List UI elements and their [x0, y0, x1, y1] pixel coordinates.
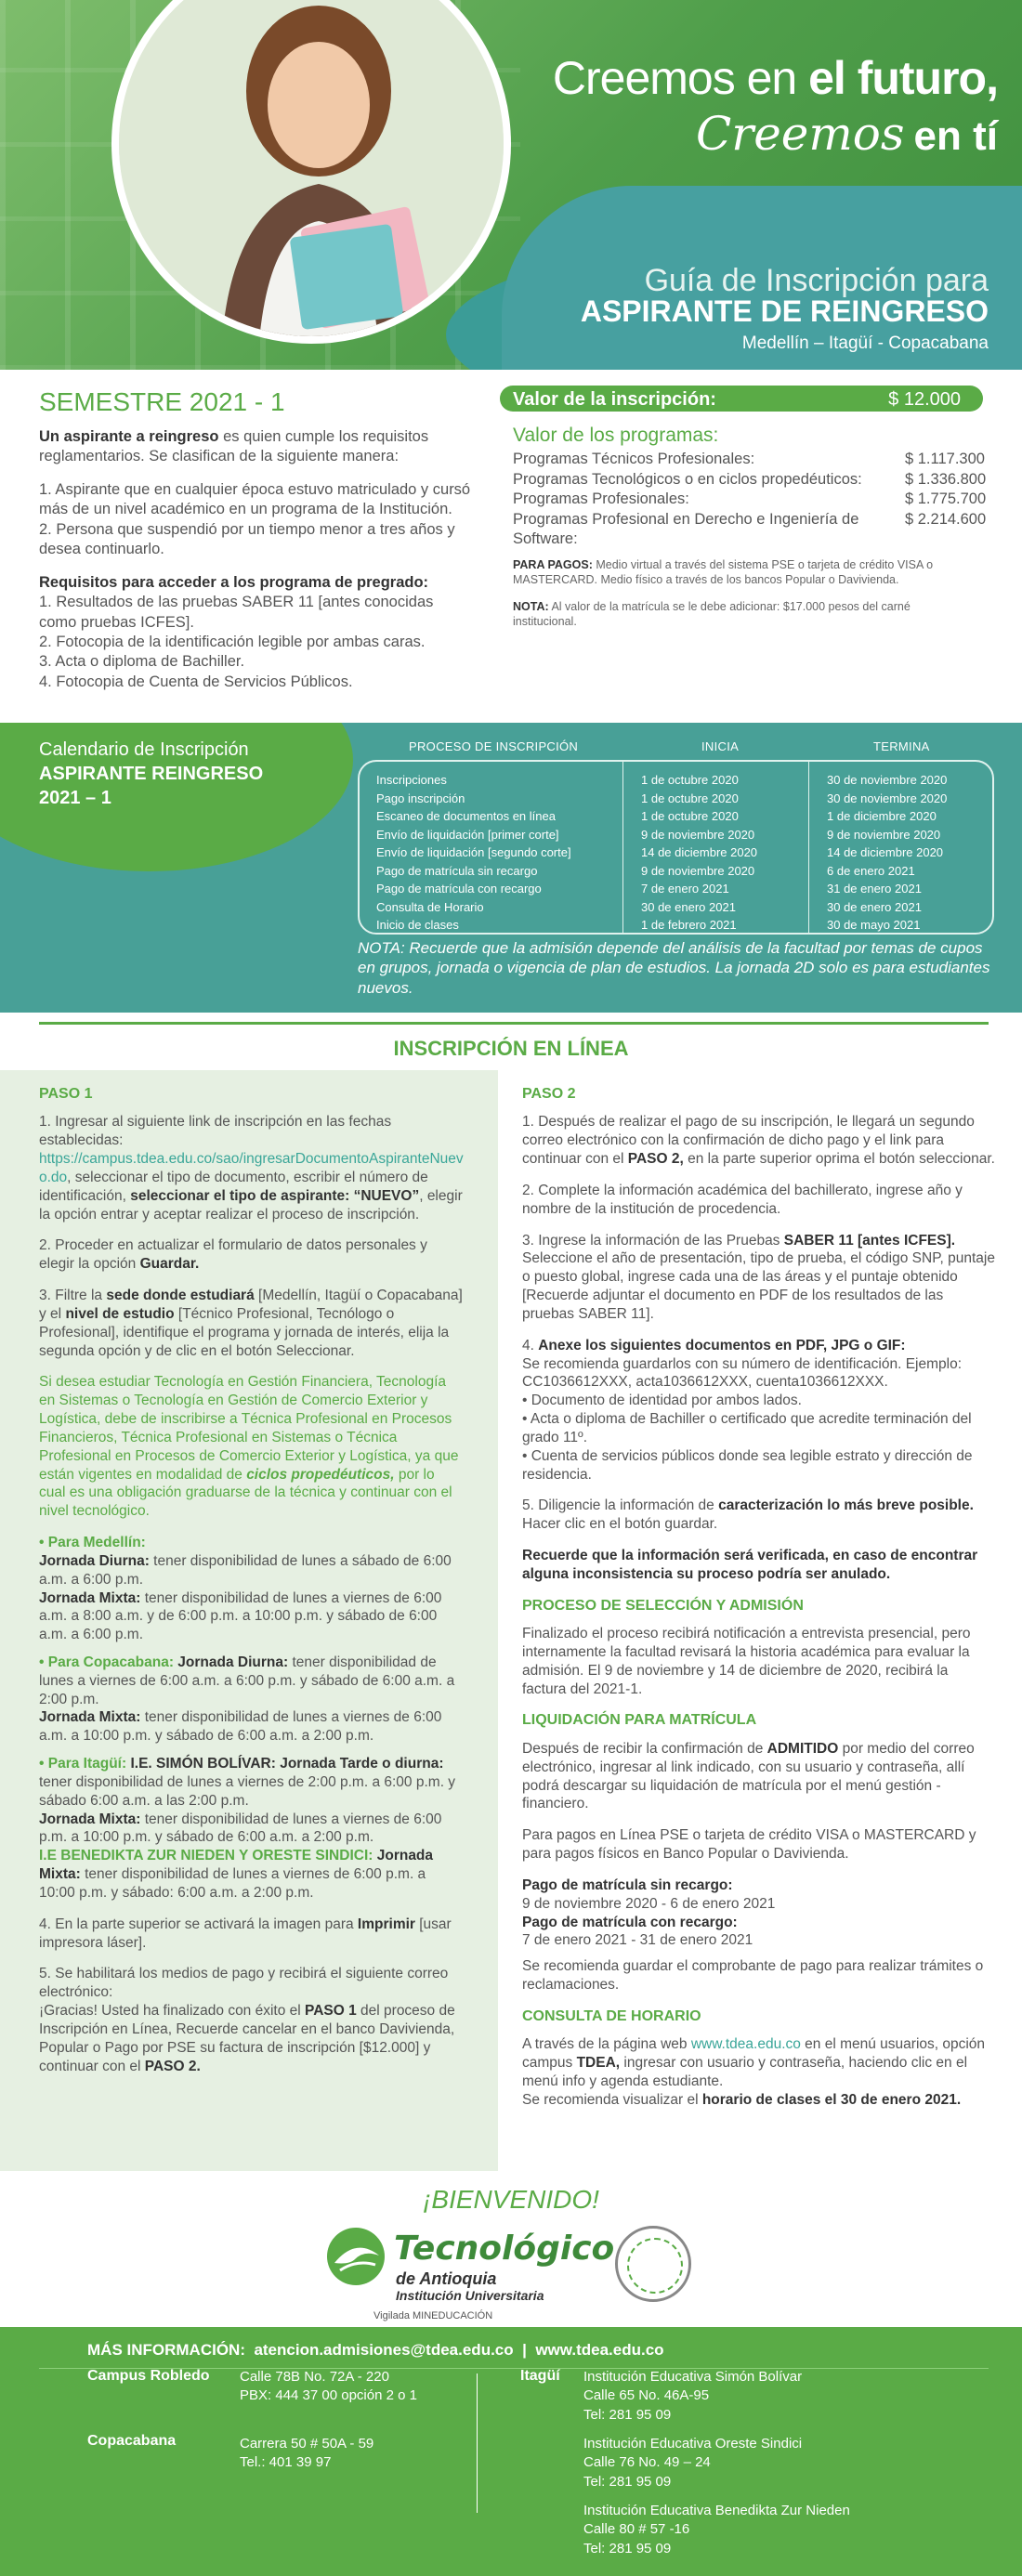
propedeutic-note: Si desea estudiar Tecnología en Gestión Financiera, Tecnología en Sistemas o Tecnología en Gestión de Comercio Exterior y Logística, debe de inscribirse a Técnica Profesional en Procesos Financieros, Técnica Profesional en Sistemas o Técnica Profesional en Procesos de Comercio Exterior y Logística, ya que están vigentes en modalidad de ciclos propedéuticos, por lo cual es una obligación graduarse de la técnica y continuar con el nivel tecnológico.	[39, 1374, 459, 1520]
calendar-cell: 1 de octubre 2020	[641, 809, 739, 823]
requirement-item: 4. Fotocopia de Cuenta de Servicios Públicos.	[39, 673, 353, 690]
guide-cities: Medellín – Itagüí - Copacabana	[741, 333, 989, 353]
calendar-cell: 30 de enero 2021	[827, 899, 922, 914]
calendar-cell: Pago de matrícula sin recargo	[376, 863, 538, 878]
semester-description: Un aspirante a reingreso es quien cumple los requisitos reglamentarios. Se clasifican de la siguiente manera: 1. Aspirante que en cualquier época estuvo matriculado y cursó más de un nivel académico en un programa de la Institución. 2. Persona que suspendió por un tiempo menor a tres años y desea continuarlo. Requisitos para acceder a los programa de pregrado: 1. Resultados de las pruebas SABER 11 [antes conocidas como pruebas ICFES]. 2. Fotocopia de la identificación legible por ambas caras. 3. Acta o diploma de Bachiller. 4. Fotocopia de Cuenta de Servicios Públicos.	[39, 427, 474, 692]
requirement-item: 1. Resultados de las pruebas SABER 11 [antes conocidas como pruebas ICFES].	[39, 594, 434, 631]
program-price-row: Programas Profesionales: $ 1.775.700	[513, 490, 987, 508]
calendar-cell: 1 de febrero 2021	[641, 918, 737, 932]
applicant-type-1: 1. Aspirante que en cualquier época estuvo matriculado y cursó más de un nivel académico en un programa de la Institución.	[39, 480, 471, 518]
calendar-cell: Pago de matrícula con recargo	[376, 882, 542, 896]
calendar-cell: 9 de noviembre 2020	[827, 827, 941, 842]
enrollment-title: LIQUIDACIÓN PARA MATRÍCULA	[522, 1712, 757, 1729]
logo-text: Tecnológico	[394, 2229, 615, 2268]
calendar-cell: 1 de octubre 2020	[641, 773, 739, 787]
logo-text: de Antioquia	[396, 2269, 497, 2288]
campus-copacabana-info: Carrera 50 # 50A - 59 Tel.: 401 39 97	[240, 2436, 374, 2471]
calendar-cell: 1 de diciembre 2020	[827, 809, 937, 823]
calendar-cell: 14 de diciembre 2020	[827, 845, 944, 859]
campus-itagui-sede: Institución Educativa Simón Bolívar Calle 65 No. 46A-95 Tel: 281 95 09	[583, 2369, 803, 2423]
document-item: • Documento de identidad por ambos lados.	[522, 1393, 802, 1409]
campus-robledo-label: Campus Robledo	[87, 2368, 210, 2384]
calendar-cell: 6 de enero 2021	[827, 863, 915, 878]
calendar-divider	[622, 760, 623, 935]
document-item: • Acta o diploma de Bachiller o certificado que acredite terminación del grado 11º.	[522, 1411, 972, 1445]
accreditation-seal-icon	[615, 2226, 691, 2302]
logo-text: Institución Universitaria	[396, 2288, 544, 2303]
calendar-end-column	[827, 771, 947, 935]
institution-logo	[327, 2228, 634, 2321]
calendar-cell: 30 de enero 2021	[641, 899, 736, 914]
calendar-header-process: PROCESO DE INSCRIPCIÓN	[409, 739, 579, 753]
guide-subtitle: ASPIRANTE DE REINGRESO	[580, 294, 989, 328]
requirements-title: Requisitos para acceder a los programa de pregrado:	[39, 573, 429, 591]
requirements-list	[39, 593, 474, 692]
hero-banner	[0, 0, 1022, 370]
calendar-cell: Inicio de clases	[376, 918, 459, 932]
calendar-cell: Envío de liquidación [primer corte]	[376, 827, 559, 842]
program-price-row: Programas Profesional en Derecho e Ingeniería de Software: $ 2.214.600	[513, 510, 987, 548]
calendar-cell: 1 de octubre 2020	[641, 791, 739, 805]
calendar-section	[0, 723, 1022, 1013]
campus-copacabana-label: Copacabana	[87, 2433, 177, 2449]
program-prices-title: Valor de los programas:	[513, 425, 719, 446]
calendar-cell: 9 de noviembre 2020	[641, 863, 755, 878]
calendar-cell: 30 de noviembre 2020	[827, 773, 948, 787]
guide-title: Guía de Inscripción para	[644, 263, 989, 298]
more-info: MÁS INFORMACIÓN: atencion.admisiones@tdea.edu.co | www.tdea.edu.co	[87, 2341, 664, 2359]
calendar-header-start: INICIA	[701, 739, 740, 753]
footer-vertical-divider	[477, 2373, 478, 2513]
step2-title: PASO 2	[522, 1086, 576, 1102]
logo-emblem-icon	[327, 2228, 385, 2285]
calendar-cell: Escaneo de documentos en línea	[376, 809, 556, 823]
calendar-cell: 31 de enero 2021	[827, 882, 922, 896]
vigilada-text: Vigilada MINEDUCACIÓN	[373, 2310, 493, 2321]
calendar-cell: Inscripciones	[376, 773, 447, 787]
calendar-title: Calendario de Inscripción ASPIRANTE REINGRESO 2021 – 1	[39, 739, 264, 808]
semester-title: SEMESTRE 2021 - 1	[39, 387, 285, 416]
online-registration-title: INSCRIPCIÓN EN LÍNEA	[393, 1037, 629, 1060]
calendar-header-end: TERMINA	[873, 739, 930, 753]
applicant-type-2: 2. Persona que suspendió por un tiempo menor a tres años y desea continuarlo.	[39, 520, 455, 558]
requirement-item: 2. Fotocopia de la identificación legible por ambas caras.	[39, 633, 426, 650]
campus-itagui-sede: Institución Educativa Oreste Sindici Calle 76 No. 49 – 24 Tel: 281 95 09	[583, 2436, 803, 2490]
hero-headline-2: Creemos en tí	[696, 107, 998, 161]
calendar-divider	[808, 760, 809, 935]
program-prices	[513, 423, 987, 549]
document-item: • Cuenta de servicios públicos donde sea legible estrato y dirección de residencia.	[522, 1447, 973, 1483]
calendar-cell: 9 de noviembre 2020	[641, 827, 755, 842]
hero-headline-1: Creemos en el futuro,	[552, 52, 998, 104]
registration-fee-bar: Valor de la inscripción: $ 12.000	[500, 386, 983, 412]
website-link[interactable]: www.tdea.edu.co	[690, 2036, 801, 2053]
section-divider	[39, 1022, 989, 1025]
web-link[interactable]: www.tdea.edu.co	[535, 2341, 664, 2359]
verification-warning: Recuerde que la información será verificada, en caso de encontrar alguna inconsistencia su proceso podría ser anulado.	[522, 1548, 978, 1582]
step2-column: PASO 2 1. Después de realizar el pago de su inscripción, le llegará un segundo correo electrónico con la confirmación de dicho pago y el link para continuar con el PASO 2, en la parte superior oprima el botón seleccionar. 2. Complete la información académica del bachillerato, ingrese año y nombre de la institución de procedencia. 3. Ingrese la información de las Pruebas SABER 11 [antes ICFES]. Seleccione el año de presentación, tipo de prueba, el código SNP, puntaje o puesto global, ingrese cada una de las áreas y el puntaje obtenido [Recuerde adjuntar el documento en PDF de los resultados de las pruebas SABER 11]. 4. Anexe los siguientes documentos en PDF, JPG o GIF: Se recomienda guardarlos con su número de identificación. Ejemplo: CC1036612XXX, acta1036612XXX, cuenta1036612XXX. • Documento de identidad por ambos lados. • Acta o diploma de Bachiller o certificado que acredite terminación del grado 11º. • Cuenta de servicios públicos donde sea legible estrato y dirección de residencia. 5. Diligencie la información de caracterización lo más breve posible. Hacer clic en el botón guardar. Recuerde que la información será verificada, en caso de encontrar alguna inconsistencia su proceso podría ser anulado. PROCESO DE SELECCIÓN Y ADMISIÓN Finalizado el proceso recibirá notificación a entrevista presencial, pero internamente la facultad revisará la historia académica para evaluar la admisión. El 9 de noviembre y 14 de diciembre de 2020, recibirá la factura del 2021-1. LIQUIDACIÓN PARA MATRÍCULA Después de recibir la confirmación de ADMITIDO por medio del correo electrónico, ingresar al link indicado, con su usuario y contraseña, allí podrá descargar su liquidación de matrícula por el menú gestión - financiero. Para pagos en Línea PSE o tarjeta de crédito VISA o MASTERCARD y para pagos físicos en Banco Popular o Davivienda. Pago de matrícula sin recargo: 9 de noviembre 2020 - 6 de enero 2021 Pago de matrícula con recargo: 7 de enero 2021 - 31 de enero 2021 Se recomienda guardar el comprobante de pago para realizar trámites o reclamaciones. CONSULTA DE HORARIO A través de la página web www.tdea.edu.co en el menú usuarios, opción campus TDEA, ingresar con usuario y contraseña, haciendo clic en el menú info y agenda estudiante. Se recomienda visualizar el horario de clases el 30 de enero 2021.	[522, 1086, 995, 2108]
calendar-cell: Consulta de Horario	[376, 899, 484, 914]
payment-info: PARA PAGOS: Medio virtual a través del sistema PSE o tarjeta de crédito VISA o MASTERCARD. Medio físico a través de los bancos Popular o Davivienda. NOTA: Al valor de la matrícula se le debe adicionar: $17.000 pesos del carné institucional.	[513, 558, 934, 628]
step1-column: PASO 1 1. Ingresar al siguiente link de inscripción en las fechas establecidas: https://campus.tdea.edu.co/sao/ingresarDocumentoAspiranteNuevo.do, seleccionar el tipo de documento, escribir el número de identificación, seleccionar el tipo de aspirante: “NUEVO”, elegir la opción entrar y aceptar realizar el proceso de inscripción. 2. Proceder en actualizar el formulario de datos personales y elegir la opción Guardar. 3. Filtre la sede donde estudiará [Medellín, Itagüí o Copacabana] y el nivel de estudio [Técnico Profesional, Tecnólogo o Profesional], identifique el programa y jornada de interés, elija la segunda opción y de clic en el botón Seleccionar. Si desea estudiar Tecnología en Gestión Financiera, Tecnología en Sistemas o Tecnología en Gestión de Comercio Exterior y Logística, debe de inscribirse a Técnica Profesional en Procesos Financieros, Técnica Profesional en Sistemas o Técnica Profesional en Procesos de Comercio Exterior y Logística, ya que están vigentes en modalidad de ciclos propedéuticos, por lo cual es una obligación graduarse de la técnica y continuar con el nivel tecnológico. • Para Medellín: Jornada Diurna: tener disponibilidad de lunes a sábado de 6:00 a.m. a 6:00 p.m. Jornada Mixta: tener disponibilidad de lunes a viernes de 6:00 a.m. a 8:00 a.m. y de 6:00 p.m. a 10:00 p.m. y sábado de 6:00 a.m. a 6:00 p.m. • Para Copacabana: Jornada Diurna: tener disponibilidad de lunes a viernes de 6:00 a.m. a 6:00 p.m. y sábado de 6:00 a.m. a 2:00 p.m. Jornada Mixta: tener disponibilidad de lunes a viernes de 6:00 a.m. a 10:00 p.m. y sábado de 6:00 a.m. a 2:00 p.m. • Para Itagüí: I.E. SIMÓN BOLÍVAR: Jornada Tarde o diurna: tener disponibilidad de lunes a viernes de 2:00 p.m. a 6:00 p.m. y sábado 6:00 a.m. a las 2:00 p.m. Jornada Mixta: tener disponibilidad de lunes a viernes de 6:00 p.m. a 10:00 p.m. y sábado de 6:00 a.m. a 2:00 p.m. I.E BENEDIKTA ZUR NIEDEN Y ORESTE SINDICI: Jornada Mixta: tener disponibilidad de lunes a viernes de 6:00 p.m. a 10:00 p.m. y sábado: 6:00 a.m. a 2:00 p.m. 4. En la parte superior se activará la imagen para Imprimir [usar impresora láser]. 5. Se habilitará los medios de pago y recibirá el siguiente correo electrónico: ¡Gracias! Usted ha finalizado con éxito el PASO 1 del proceso de Inscripción en Línea, Recuerde cancelar en el banco Davivienda, Popular o Pago por PSE su factura de inscripción [$12.000] y continuar con el PASO 2.	[39, 1086, 464, 2074]
footer	[0, 2327, 1022, 2576]
program-price-row: Programas Técnicos Profesionales: $ 1.117.300	[513, 451, 985, 468]
selection-title: PROCESO DE SELECCIÓN Y ADMISIÓN	[522, 1597, 804, 1614]
registration-link[interactable]: https://campus.tdea.edu.co/sao/ingresarDocumentoAspiranteNuevo.do	[39, 1151, 464, 1185]
campus-itagui-sede: Institución Educativa Benedikta Zur Nieden Calle 80 # 57 -16 Tel: 281 95 09	[583, 2503, 850, 2556]
requirement-item: 3. Acta o diploma de Bachiller.	[39, 653, 245, 671]
calendar-cell: 14 de diciembre 2020	[641, 845, 758, 859]
welcome-title: ¡BIENVENIDO!	[423, 2185, 599, 2214]
calendar-start-column	[641, 771, 757, 935]
calendar-process-column	[376, 771, 571, 935]
email-link[interactable]: atencion.admisiones@tdea.edu.co	[254, 2341, 514, 2359]
calendar-cell: Envío de liquidación [segundo corte]	[376, 845, 571, 859]
campus-robledo-info: Calle 78B No. 72A - 220 PBX: 444 37 00 opción 2 o 1	[240, 2369, 417, 2404]
calendar-cell: 30 de mayo 2021	[827, 918, 921, 932]
calendar-cell: 30 de noviembre 2020	[827, 791, 948, 805]
calendar-cell: Pago inscripción	[376, 791, 465, 805]
program-price-row: Programas Tecnológicos o en ciclos propedéuticos: $ 1.336.800	[513, 470, 987, 488]
calendar-cell: 7 de enero 2021	[641, 882, 729, 896]
campus-itagui-label: Itagüí	[520, 2368, 560, 2384]
calendar-note: NOTA: Recuerde que la admisión depende del análisis de la facultad por temas de cupos en grupos, jornada o vigencia de plan de estudios. La jornada 2D solo es para estudiantes nuevos.	[358, 939, 990, 997]
schedule-title: CONSULTA DE HORARIO	[522, 2007, 701, 2024]
step1-title: PASO 1	[39, 1086, 93, 1102]
